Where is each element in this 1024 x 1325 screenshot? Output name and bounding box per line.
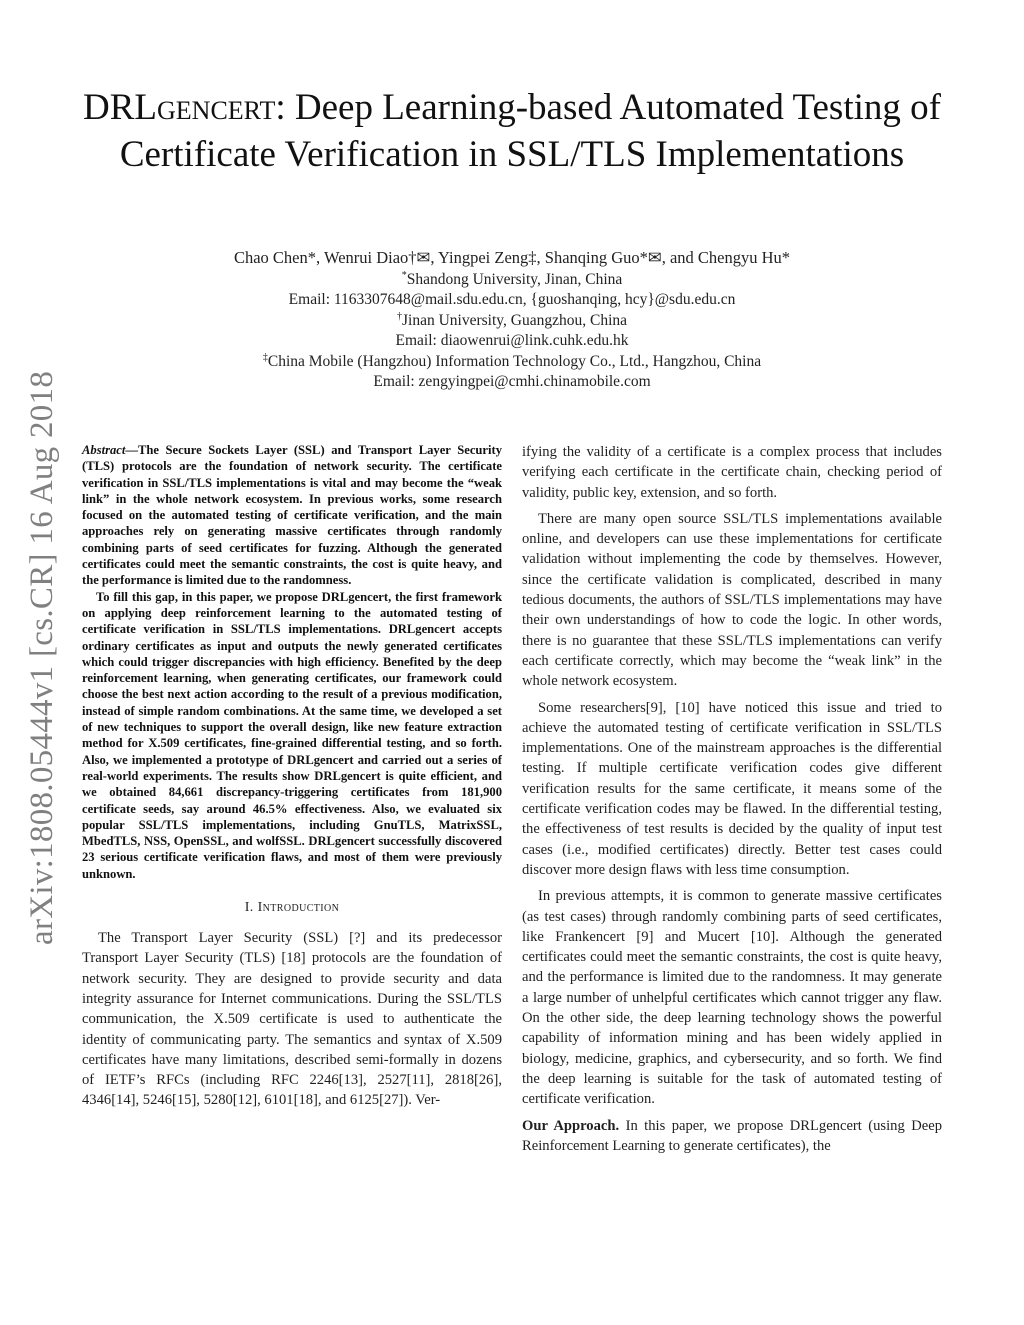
affiliation-email: Email: zengyingpei@cmhi.chinamobile.com — [373, 373, 651, 390]
affiliation-mark: ‡ — [262, 351, 268, 363]
affiliation-name: Shandong University, Jinan, China — [406, 270, 623, 288]
affiliation-email: Email: 1163307648@mail.sdu.edu.cn, {guoshanqing, hcy}@sdu.edu.cn — [288, 291, 736, 308]
arxiv-identifier: arXiv:1808.05444v1 [cs.CR] 16 Aug 2018 — [24, 370, 60, 945]
tool-name: DRLgencert — [83, 87, 276, 128]
body-paragraph: There are many open source SSL/TLS implementations available online, and developers can use these implementations for certificate validation without implementing the code by themselves. However, since the certificate validation is complicated, described in many tedious documents, the authors of SSL/TLS implementations may have their own understandings of how to code the logic. In other words, there is no guarantee that these SSL/TLS implementations can verify each certificate correctly, which may become the “weak link” in the whole network ecosystem. — [522, 510, 942, 690]
affiliation-name: Jinan University, Guangzhou, China — [402, 311, 627, 329]
abstract-label: Abstract — [82, 443, 126, 457]
affiliation-3 — [80, 352, 944, 373]
run-in-heading: Our Approach. — [522, 1117, 620, 1134]
abstract-paragraph: Abstract—The Secure Sockets Layer (SSL) and Transport Layer Security (TLS) protocols are the foundation of network security. The certificate verification in SSL/TLS implementations is vital and may become the “weak link” in the whole network ecosystem. In previous works, some research focused on the automated testing of certificate verification, and the main approaches rely on generating massive certificates through randomly combining parts of seed certificates for fuzzing. Although the generated certificates could meet the semantic constraints, the cost is quite heavy, and the performance is limited due to the randomness. — [82, 443, 502, 588]
affiliation-email: Email: diaowenrui@link.cuhk.edu.hk — [395, 332, 629, 349]
body-paragraph: Some researchers[9], [10] have noticed this issue and tried to achieve the automated testing of certificate verification in SSL/TLS implementations. One of the mainstream approaches is the differential testing. If multiple certificate verification codes give different verification results for the same certificate, it means some of the certificate verification codes may be flawed. In the differential testing, the effectiveness of test results is decided by the quality of input test cases (i.e., modified certificates) directly. Better test cases could discover more design flaws with less time consumption. — [522, 699, 942, 878]
author-block — [80, 248, 944, 393]
affiliation-2 — [80, 311, 944, 332]
introduction-text — [82, 928, 502, 1111]
affiliation-mark: † — [397, 310, 402, 322]
body-paragraph: ifying the validity of a certificate is a complex process that includes verifying each certificate in the certificate chain, checking period of validity, public key, extension, and so forth. — [522, 444, 942, 501]
paper-title — [80, 84, 944, 178]
body-paragraph: The Transport Layer Security (SSL) [?] and its predecessor Transport Layer Security (TLS) [18] protocols are the foundation of network security. They are designed to provide security and data integrity assurance for Internet communications. During the SSL/TLS communication, the X.509 certificate is used to authenticate the identity of communicating party. The semantics and syntax of X.509 certificates have many limitations, described semi-formally in dozens of IETF’s RFCs (including RFC 2246[13], 2527[11], 2818[26], 4346[14], 5246[15], 5280[12], 6101[18], and 6125[27]). Ver- — [82, 930, 502, 1109]
affiliation-name: China Mobile (Hangzhou) Information Technology Co., Ltd., Hangzhou, China — [267, 352, 762, 370]
right-column — [522, 442, 942, 1162]
abstract-paragraph: To fill this gap, in this paper, we propose DRLgencert, the first framework on applying deep reinforcement learning to the automated testing of certificate verification in SSL/TLS implementations. DRLgencert accepts ordinary certificates as input and outputs the newly generated certificates which could trigger discrepancies with high efficiency. Benefited by the deep reinforcement learning, when generating certificates, our framework could choose the best next action according to the result of a previous modification, instead of simple random combinations. At the same time, we developed a set of new techniques to support the overall design, like new feature extraction method for X.509 certificates, fine-grained differential testing, and so forth. Also, we implemented a prototype of DRLgencert and carried out a series of real-world experiments. The results show DRLgencert is quite efficient, and we obtained 84,661 discrepancy-triggering certificates from 181,900 certificate seeds, say around 46.5% effectiveness. Also, we evaluated six popular SSL/TLS implementations, including GnuTLS, MatrixSSL, MbedTLS, NSS, OpenSSL, and wolfSSL. DRLgencert successfully discovered 23 serious certificate verification flaws, and most of them were previously unknown. — [82, 589, 502, 881]
author-list: Chao Chen*, Wenrui Diao†✉, Yingpei Zeng‡, Shanqing Guo*✉, and Chengyu Hu* — [233, 248, 791, 267]
right-column-text — [522, 442, 942, 1156]
title-rest: : Deep Learning-based Automated Testing of Certificate Verification in SSL/TLS Implementations — [119, 87, 941, 175]
affiliation-mark: * — [401, 269, 407, 281]
affiliation-1 — [80, 270, 944, 291]
body-paragraph: Our Approach. In this paper, we propose DRLgencert (using Deep Reinforcement Learning to generate certificates), the — [522, 1117, 942, 1154]
body-paragraph: In previous attempts, it is common to generate massive certificates (as test cases) through randomly combining parts of seed certificates, like Frankencert [9] and Mucert [10]. Although the generated certificates could meet the semantic constraints, the cost is quite heavy, and the performance is limited due to the randomness. It may generate a large number of unhelpful certificates which cannot trigger any flaw. On the other side, the deep learning technology shows the powerful capability of information mining and has been widely applied in biology, medicine, graphics, and cybersecurity, and so forth. We find the deep learning is suitable for the task of automated testing of certificate verification. — [522, 888, 942, 1108]
abstract — [82, 442, 502, 882]
left-column — [82, 442, 502, 1117]
section-heading-introduction: I. Introduction — [244, 900, 340, 916]
